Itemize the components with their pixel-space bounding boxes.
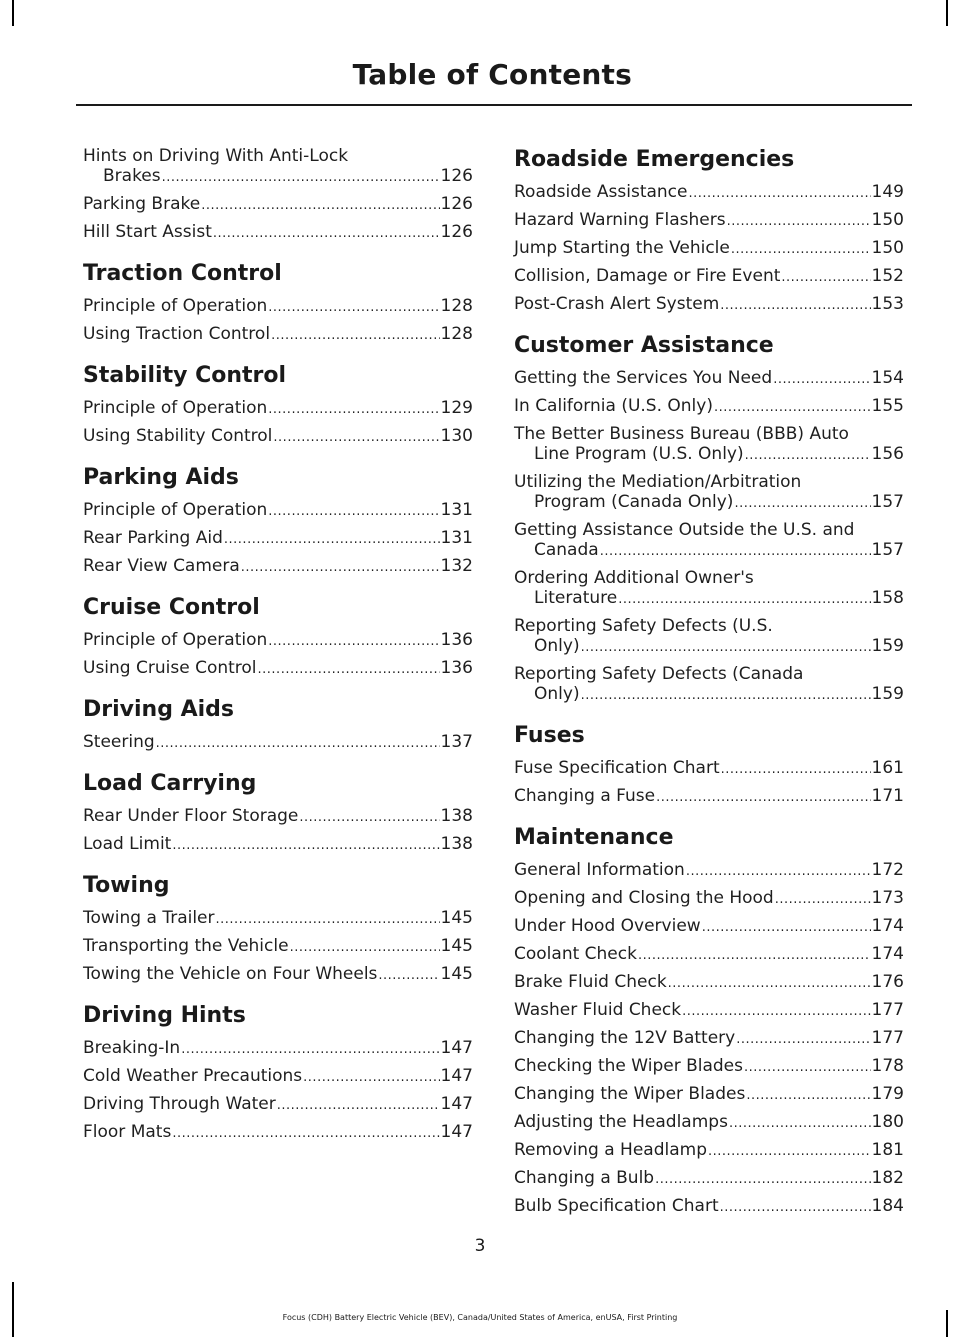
toc-entry-title: Roadside Assistance <box>514 182 688 202</box>
toc-entry-title: Washer Fluid Check <box>514 1000 682 1020</box>
toc-entry-title: General Information <box>514 860 685 880</box>
toc-entry-title: Fuse Specification Chart <box>514 758 720 778</box>
section-heading: Load Carrying <box>83 771 257 796</box>
dot-leader <box>668 974 871 994</box>
toc-entry-title: Hazard Warning Flashers <box>514 210 726 230</box>
toc-entry-title: Opening and Closing the Hood <box>514 888 774 908</box>
dot-leader <box>581 638 871 658</box>
toc-entry-title: Coolant Check <box>514 944 637 964</box>
toc-entry[interactable] <box>514 1084 904 1106</box>
dot-leader <box>656 788 870 808</box>
toc-entry[interactable] <box>514 1168 904 1190</box>
toc-entry[interactable] <box>514 182 904 204</box>
toc-page-number: 138 <box>440 834 473 854</box>
toc-page-number: 130 <box>440 426 473 446</box>
toc-entry[interactable] <box>83 296 473 318</box>
toc-page-number: 172 <box>871 860 904 880</box>
toc-entry-title: Changing a Bulb <box>514 1168 655 1188</box>
dot-leader <box>736 1030 870 1050</box>
dot-leader <box>729 1114 871 1134</box>
toc-entry[interactable] <box>514 888 904 910</box>
toc-entry-title: Breaking-In <box>83 1038 181 1058</box>
toc-entry-title: Utilizing the Mediation/Arbitration <box>514 472 802 492</box>
toc-entry-title: The Better Business Bureau (BBB) Auto <box>514 424 849 444</box>
toc-entry-title: Towing a Trailer <box>83 908 215 928</box>
toc-page-number: 147 <box>440 1122 473 1142</box>
toc-page-number: 147 <box>440 1094 473 1114</box>
toc-entry[interactable] <box>83 936 473 958</box>
dot-leader <box>721 760 871 780</box>
dot-leader <box>714 398 871 418</box>
toc-entry-title: Using Cruise Control <box>83 658 257 678</box>
toc-page-number: 176 <box>871 972 904 992</box>
toc-entry-title: Checking the Wiper Blades <box>514 1056 744 1076</box>
section-heading: Fuses <box>514 723 585 748</box>
toc-entry[interactable] <box>83 222 473 244</box>
toc-entry[interactable] <box>514 520 904 562</box>
toc-entry-title-continued: Only) <box>534 684 580 704</box>
toc-entry[interactable] <box>83 1094 473 1116</box>
header-divider <box>76 104 912 106</box>
toc-entry-title: Changing the Wiper Blades <box>514 1084 746 1104</box>
toc-page-number: 128 <box>440 296 473 316</box>
dot-leader <box>258 660 440 680</box>
dot-leader <box>290 938 440 958</box>
toc-entry-title: Driving Through Water <box>83 1094 276 1114</box>
toc-page-number: 152 <box>871 266 904 286</box>
toc-entry-title: Post-Crash Alert System <box>514 294 720 314</box>
dot-leader <box>172 1124 439 1144</box>
toc-page-number: 126 <box>440 222 473 242</box>
dot-leader <box>224 530 440 550</box>
toc-entry-title: Hill Start Assist <box>83 222 212 242</box>
toc-entry[interactable] <box>514 860 904 882</box>
toc-entry-title: Rear Parking Aid <box>83 528 223 548</box>
section-heading: Parking Aids <box>83 465 239 490</box>
toc-entry-title: Bulb Specification Chart <box>514 1196 719 1216</box>
dot-leader <box>241 558 440 578</box>
toc-page-number: 159 <box>871 684 904 704</box>
dot-leader <box>686 862 871 882</box>
toc-entry-title: Rear Under Floor Storage <box>83 806 299 826</box>
toc-page-number: 174 <box>871 944 904 964</box>
dot-leader <box>277 1096 440 1116</box>
section-heading: Towing <box>83 873 170 898</box>
toc-entry-title: Floor Mats <box>83 1122 172 1142</box>
toc-page-number: 156 <box>871 444 904 464</box>
dot-leader <box>268 632 439 652</box>
dot-leader <box>162 168 440 188</box>
toc-left-column <box>83 146 473 1150</box>
section-heading: Traction Control <box>83 261 282 286</box>
toc-entry-title: Removing a Headlamp <box>514 1140 707 1160</box>
toc-entry[interactable] <box>514 238 904 260</box>
toc-entry-title: Load Limit <box>83 834 172 854</box>
toc-entry-title: Reporting Safety Defects (Canada <box>514 664 804 684</box>
toc-page-number: 177 <box>871 1000 904 1020</box>
toc-entry[interactable] <box>514 396 904 418</box>
toc-page-number: 131 <box>440 500 473 520</box>
dot-leader <box>216 910 440 930</box>
dot-leader <box>201 196 439 216</box>
toc-page-number: 171 <box>871 786 904 806</box>
toc-page-number: 157 <box>871 540 904 560</box>
dot-leader <box>618 590 870 610</box>
dot-leader <box>172 836 439 856</box>
toc-entry-title: Changing the 12V Battery <box>514 1028 736 1048</box>
toc-entry[interactable] <box>83 324 473 346</box>
toc-entry[interactable] <box>514 664 904 706</box>
section-heading: Cruise Control <box>83 595 260 620</box>
dot-leader <box>156 734 440 754</box>
toc-entry-title: Towing the Vehicle on Four Wheels <box>83 964 378 984</box>
dot-leader <box>213 224 440 244</box>
toc-entry-title: Using Traction Control <box>83 324 271 344</box>
toc-entry-title: Hints on Driving With Anti-Lock <box>83 146 349 166</box>
section-heading: Customer Assistance <box>514 333 774 358</box>
toc-page-number: 150 <box>871 238 904 258</box>
toc-entry[interactable] <box>83 732 473 754</box>
dot-leader <box>378 966 439 986</box>
toc-entry[interactable] <box>83 556 473 578</box>
page-number: 3 <box>474 1236 486 1256</box>
toc-page-number: 184 <box>871 1196 904 1216</box>
dot-leader <box>682 1002 870 1022</box>
toc-page-number: 145 <box>440 964 473 984</box>
toc-page-number: 174 <box>871 916 904 936</box>
toc-entry[interactable] <box>83 1038 473 1060</box>
toc-entry[interactable] <box>83 1066 473 1088</box>
toc-page-number: 136 <box>440 658 473 678</box>
dot-leader <box>734 494 870 514</box>
dot-leader <box>781 268 870 288</box>
toc-entry-title: Collision, Damage or Fire Event <box>514 266 781 286</box>
toc-entry[interactable] <box>83 806 473 828</box>
toc-entry[interactable] <box>514 266 904 288</box>
toc-entry[interactable] <box>83 528 473 550</box>
toc-entry[interactable] <box>514 424 904 466</box>
section-heading: Roadside Emergencies <box>514 147 795 172</box>
toc-page-number: 154 <box>871 368 904 388</box>
toc-entry-title-continued: Line Program (U.S. Only) <box>534 444 744 464</box>
dot-leader <box>273 428 439 448</box>
toc-entry-title: Jump Starting the Vehicle <box>514 238 730 258</box>
page-title: Table of Contents <box>352 58 632 91</box>
section-heading: Driving Aids <box>83 697 235 722</box>
crop-mark <box>946 0 948 26</box>
toc-page-number: 150 <box>871 210 904 230</box>
toc-entry[interactable] <box>514 1028 904 1050</box>
dot-leader <box>600 542 871 562</box>
toc-entry-title: Using Stability Control <box>83 426 273 446</box>
dot-leader <box>271 326 439 346</box>
dot-leader <box>708 1142 871 1162</box>
crop-mark <box>12 1282 14 1337</box>
toc-page-number: 126 <box>440 166 473 186</box>
toc-page-number: 149 <box>871 182 904 202</box>
toc-entry[interactable] <box>83 658 473 680</box>
toc-entry-title: Getting Assistance Outside the U.S. and <box>514 520 855 540</box>
dot-leader <box>268 400 439 420</box>
toc-page-number: 132 <box>440 556 473 576</box>
toc-entry-title: Ordering Additional Owner's <box>514 568 754 588</box>
crop-mark <box>12 0 14 26</box>
toc-page-number: 177 <box>871 1028 904 1048</box>
dot-leader <box>720 296 870 316</box>
toc-entry-title: Principle of Operation <box>83 296 268 316</box>
toc-page-number: 182 <box>871 1168 904 1188</box>
toc-entry[interactable] <box>514 916 904 938</box>
toc-entry-title: Principle of Operation <box>83 500 268 520</box>
toc-page-number: 131 <box>440 528 473 548</box>
toc-entry[interactable] <box>83 194 473 216</box>
toc-entry-title: Rear View Camera <box>83 556 240 576</box>
section-heading: Maintenance <box>514 825 674 850</box>
toc-entry-title: Under Hood Overview <box>514 916 701 936</box>
toc-page-number: 181 <box>871 1140 904 1160</box>
toc-entry[interactable] <box>514 568 904 610</box>
toc-entry-title-continued: Program (Canada Only) <box>534 492 734 512</box>
dot-leader <box>720 1198 871 1218</box>
toc-page-number: 138 <box>440 806 473 826</box>
toc-entry[interactable] <box>514 1196 904 1218</box>
toc-entry[interactable] <box>83 398 473 420</box>
toc-page-number: 158 <box>871 588 904 608</box>
toc-page-number: 145 <box>440 936 473 956</box>
dot-leader <box>727 212 871 232</box>
toc-entry-title-continued: Canada <box>534 540 599 560</box>
toc-right-column <box>514 146 904 1224</box>
dot-leader <box>745 446 871 466</box>
toc-entry[interactable] <box>514 472 904 514</box>
dot-leader <box>181 1040 439 1060</box>
toc-page-number: 147 <box>440 1066 473 1086</box>
toc-page-number: 173 <box>871 888 904 908</box>
toc-entry[interactable] <box>514 944 904 966</box>
dot-leader <box>299 808 439 828</box>
toc-entry-title: Changing a Fuse <box>514 786 656 806</box>
toc-entry[interactable] <box>83 500 473 522</box>
dot-leader <box>303 1068 439 1088</box>
dot-leader <box>775 890 871 910</box>
toc-entry-title: Cold Weather Precautions <box>83 1066 303 1086</box>
toc-entry-title: Principle of Operation <box>83 398 268 418</box>
toc-entry[interactable] <box>514 1112 904 1134</box>
toc-entry[interactable] <box>514 368 904 390</box>
toc-entry[interactable] <box>514 1000 904 1022</box>
toc-entry-title: Principle of Operation <box>83 630 268 650</box>
toc-page-number: 153 <box>871 294 904 314</box>
toc-page-number: 145 <box>440 908 473 928</box>
dot-leader <box>655 1170 870 1190</box>
toc-entry-title: Adjusting the Headlamps <box>514 1112 728 1132</box>
toc-page-number: 147 <box>440 1038 473 1058</box>
toc-entry-title: Transporting the Vehicle <box>83 936 289 956</box>
toc-entry-title: In California (U.S. Only) <box>514 396 713 416</box>
toc-entry-title: Parking Brake <box>83 194 201 214</box>
toc-entry[interactable] <box>514 616 904 658</box>
toc-entry[interactable] <box>83 426 473 448</box>
toc-page-number: 155 <box>871 396 904 416</box>
toc-page-number: 126 <box>440 194 473 214</box>
toc-entry-title-continued: Literature <box>534 588 618 608</box>
toc-page-number: 136 <box>440 630 473 650</box>
toc-page-number: 161 <box>871 758 904 778</box>
toc-page-number: 178 <box>871 1056 904 1076</box>
dot-leader <box>268 502 439 522</box>
dot-leader <box>744 1058 871 1078</box>
toc-page-number: 180 <box>871 1112 904 1132</box>
toc-entry[interactable] <box>514 786 904 808</box>
dot-leader <box>688 184 870 204</box>
toc-entry[interactable] <box>514 1056 904 1078</box>
toc-entry[interactable] <box>83 146 473 188</box>
toc-entry[interactable] <box>83 964 473 986</box>
toc-entry[interactable] <box>83 630 473 652</box>
toc-entry-title-continued: Brakes <box>103 166 161 186</box>
dot-leader <box>702 918 871 938</box>
toc-entry[interactable] <box>514 1140 904 1162</box>
toc-page-number: 128 <box>440 324 473 344</box>
toc-entry[interactable] <box>83 908 473 930</box>
toc-entry[interactable] <box>514 294 904 316</box>
dot-leader <box>638 946 871 966</box>
section-heading: Stability Control <box>83 363 287 388</box>
dot-leader <box>773 370 870 390</box>
toc-entry-title: Reporting Safety Defects (U.S. <box>514 616 773 636</box>
toc-entry-title: Steering <box>83 732 155 752</box>
section-heading: Driving Hints <box>83 1003 246 1028</box>
toc-page-number: 129 <box>440 398 473 418</box>
dot-leader <box>268 298 439 318</box>
toc-page-number: 137 <box>440 732 473 752</box>
toc-page-number: 157 <box>871 492 904 512</box>
toc-entry[interactable] <box>514 758 904 780</box>
toc-entry[interactable] <box>514 972 904 994</box>
footer-text: Focus (CDH) Battery Electric Vehicle (BEV), Canada/United States of America, enUSA, First Printing <box>282 1313 678 1322</box>
dot-leader <box>581 686 871 706</box>
toc-entry-title: Brake Fluid Check <box>514 972 667 992</box>
dot-leader <box>731 240 871 260</box>
toc-entry[interactable] <box>83 1122 473 1144</box>
toc-page-number: 179 <box>871 1084 904 1104</box>
dot-leader <box>746 1086 870 1106</box>
toc-entry[interactable] <box>514 210 904 232</box>
toc-entry-title: Getting the Services You Need <box>514 368 773 388</box>
toc-entry[interactable] <box>83 834 473 856</box>
toc-page-number: 159 <box>871 636 904 656</box>
toc-entry-title-continued: Only) <box>534 636 580 656</box>
